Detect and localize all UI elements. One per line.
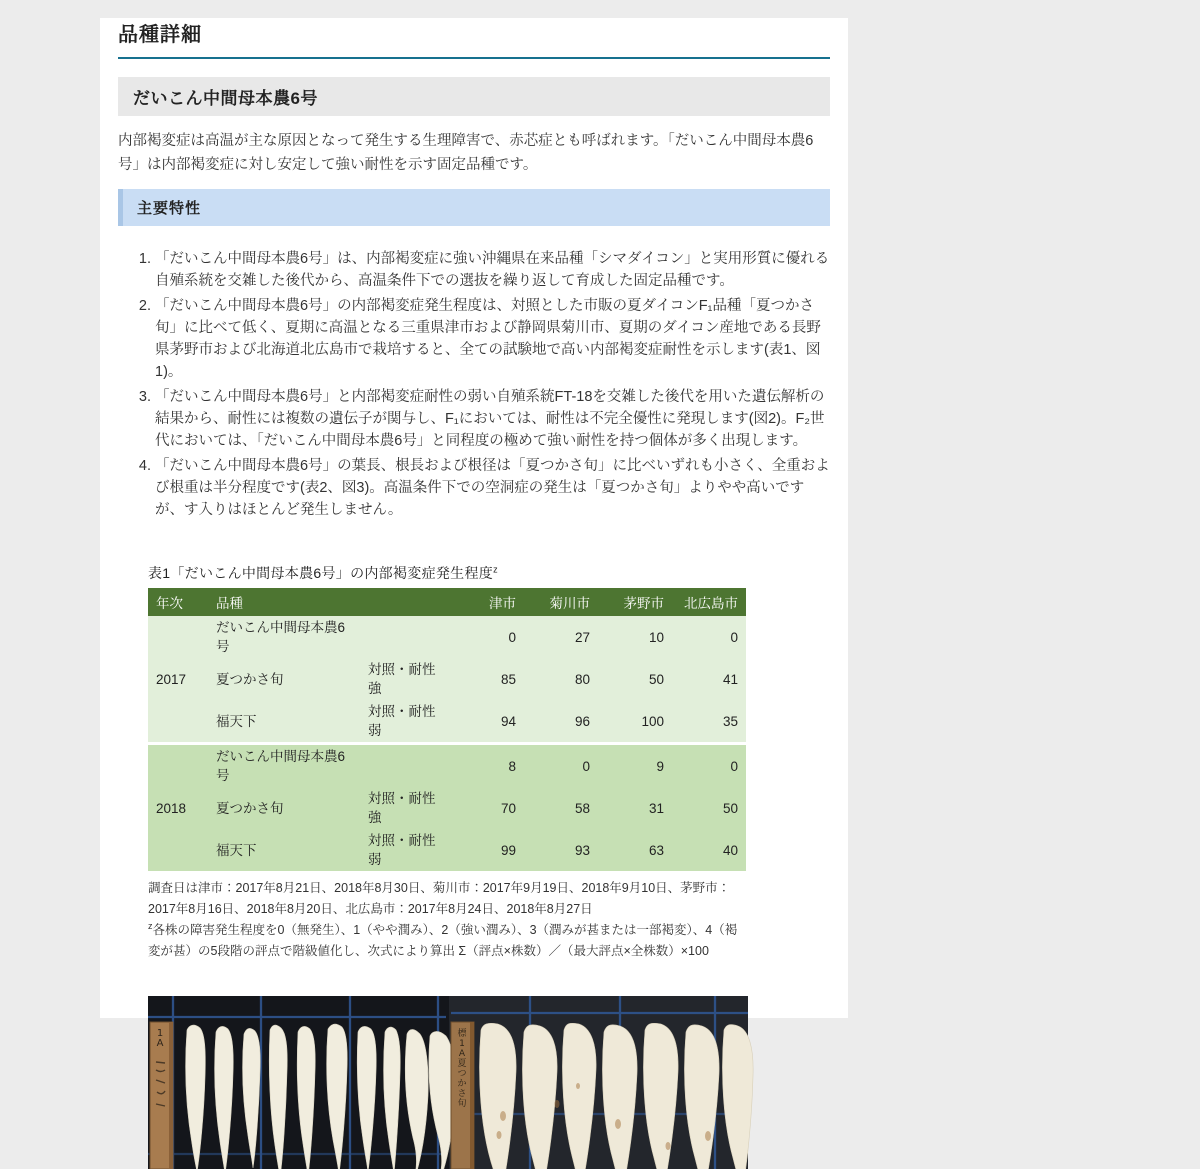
value-cell: 58 <box>524 787 598 829</box>
value-cell: 31 <box>598 787 672 829</box>
right-stick <box>451 1022 474 1169</box>
group-2017 <box>148 616 746 744</box>
value-cell: 50 <box>598 658 672 700</box>
table1-footnotes <box>148 878 746 962</box>
caption-superscript: z <box>493 564 498 575</box>
col-variety: 品種 <box>208 588 450 616</box>
variety-cell: 夏つかさ旬 <box>208 658 360 700</box>
value-cell: 80 <box>524 658 598 700</box>
value-cell: 0 <box>450 616 524 658</box>
footnote-survey-dates: 調査日は津市：2017年8月21日、2018年8月30日、菊川市：2017年9月19日、2018年9月10日、茅野市：2017年8月16日、2018年8月20日、北広島市：2017年8月24日、2018年8月27日 <box>148 881 731 916</box>
table1-caption: 表1「だいこん中間母本農6号」の内部褐変症発生程度$^z$ <box>148 564 498 581</box>
col-chino: 茅野市 <box>598 588 672 616</box>
table-header-row <box>148 588 746 616</box>
variety-cell: 福天下 <box>208 700 360 744</box>
value-cell: 85 <box>450 658 524 700</box>
note-cell: 対照・耐性弱 <box>360 700 450 744</box>
footnote-superscript: z <box>148 920 153 931</box>
col-kikugawa: 菊川市 <box>524 588 598 616</box>
col-tsu: 津市 <box>450 588 524 616</box>
feature-list <box>118 248 830 521</box>
value-cell: 100 <box>598 700 672 744</box>
value-cell: 63 <box>598 829 672 871</box>
col-year: 年次 <box>148 588 208 616</box>
value-cell: 99 <box>450 829 524 871</box>
table-row <box>148 658 746 700</box>
intro-paragraph: 内部褐変症は高温が主な原因となって発生する生理障害で、赤芯症とも呼ばれます。「だいこん中間母本農6号」は内部褐変症に対し安定して強い耐性を示す固定品種です。 <box>118 133 814 173</box>
value-cell: 50 <box>672 787 746 829</box>
variety-cell: だいこん中間母本農6号 <box>208 616 360 658</box>
value-cell: 35 <box>672 700 746 744</box>
variety-cell: 福天下 <box>208 829 360 871</box>
variety-heading: だいこん中間母本農6号 <box>118 77 830 116</box>
value-cell: 41 <box>672 658 746 700</box>
variety-cell: 夏つかさ旬 <box>208 787 360 829</box>
footnote-scoring-method: $^z$各株の障害発生程度を0（無発生）、1（やや潤み）、2（強い潤み）、3（潤みが甚または一部褐変）、4（褐変が甚）の5段階の評点で階級値化し、次式により算出 Σ（評点×株数）／（最大評点×全株数）×100 <box>148 920 738 958</box>
left-stick <box>150 1022 173 1169</box>
value-cell: 93 <box>524 829 598 871</box>
value-cell: 0 <box>524 744 598 788</box>
value-cell: 8 <box>450 744 524 788</box>
feature-item-4: 4. 「だいこん中間母本農6号」の葉長、根長および根径は「夏つかさ旬」に比べいずれも小さく、全重および根重は半分程度です(表2、図3)。高温条件下での空洞症の発生は「夏つかさ旬」よりやや高いですが、す入りはほとんど発生しません。 <box>155 455 830 521</box>
content-area <box>100 18 848 1109</box>
group-2018 <box>148 744 746 872</box>
value-cell: 0 <box>672 744 746 788</box>
figure1-photo <box>148 996 748 1169</box>
table-row <box>148 829 746 871</box>
note-cell: 対照・耐性弱 <box>360 829 450 871</box>
year-cell: 2018 <box>148 744 208 872</box>
table-row <box>148 700 746 744</box>
note-cell: 対照・耐性強 <box>360 787 450 829</box>
section-heading-features: 主要特性 <box>118 189 830 226</box>
table1-section <box>148 563 830 871</box>
value-cell: 27 <box>524 616 598 658</box>
feature-item-1: 1. 「だいこん中間母本農6号」は、内部褐変症に強い沖縄県在来品種「シマダイコン」と実用形質に優れる自殖系統を交雑した後代から、高温条件下での選抜を繰り返して育成した固定品種です。 <box>155 248 830 292</box>
table-row <box>148 744 746 788</box>
left-stick-label: 1 A <box>156 1028 164 1049</box>
feature-item-2: 2. 「だいこん中間母本農6号」の内部褐変症発生程度は、対照とした市販の夏ダイコンF₁品種「夏つかさ旬」に比べて低く、夏期に高温となる三重県津市および静岡県菊川市、夏期のダイコン産地である長野県茅野市および北海道北広島市で栽培すると、全ての試験地で高い内部褐変症耐性を示します(表1、図1)。 <box>155 295 830 383</box>
value-cell: 10 <box>598 616 672 658</box>
feature-item-3: 3. 「だいこん中間母本農6号」と内部褐変症耐性の弱い自殖系統FT-18を交雑した後代を用いた遺伝解析の結果から、耐性には複数の遺伝子が関与し、F₁においては、耐性は不完全優性に発現します(図2)。F₂世代においては、「だいこん中間母本農6号」と同程度の極めて強い耐性を持つ個体が多く出現します。 <box>155 386 830 452</box>
year-cell: 2017 <box>148 616 208 744</box>
value-cell: 9 <box>598 744 672 788</box>
note-cell: 対照・耐性強 <box>360 658 450 700</box>
table1 <box>148 588 746 871</box>
note-cell <box>360 744 450 788</box>
table-row <box>148 787 746 829</box>
value-cell: 96 <box>524 700 598 744</box>
col-kitahiroshima: 北広島市 <box>672 588 746 616</box>
value-cell: 94 <box>450 700 524 744</box>
right-stick-label: 標 1 A 夏つかさ旬 <box>457 1029 467 1109</box>
variety-cell: だいこん中間母本農6号 <box>208 744 360 788</box>
page-title: 品種詳細 <box>118 18 830 59</box>
value-cell: 0 <box>672 616 746 658</box>
value-cell: 70 <box>450 787 524 829</box>
table-row <box>148 616 746 658</box>
note-cell <box>360 616 450 658</box>
value-cell: 40 <box>672 829 746 871</box>
